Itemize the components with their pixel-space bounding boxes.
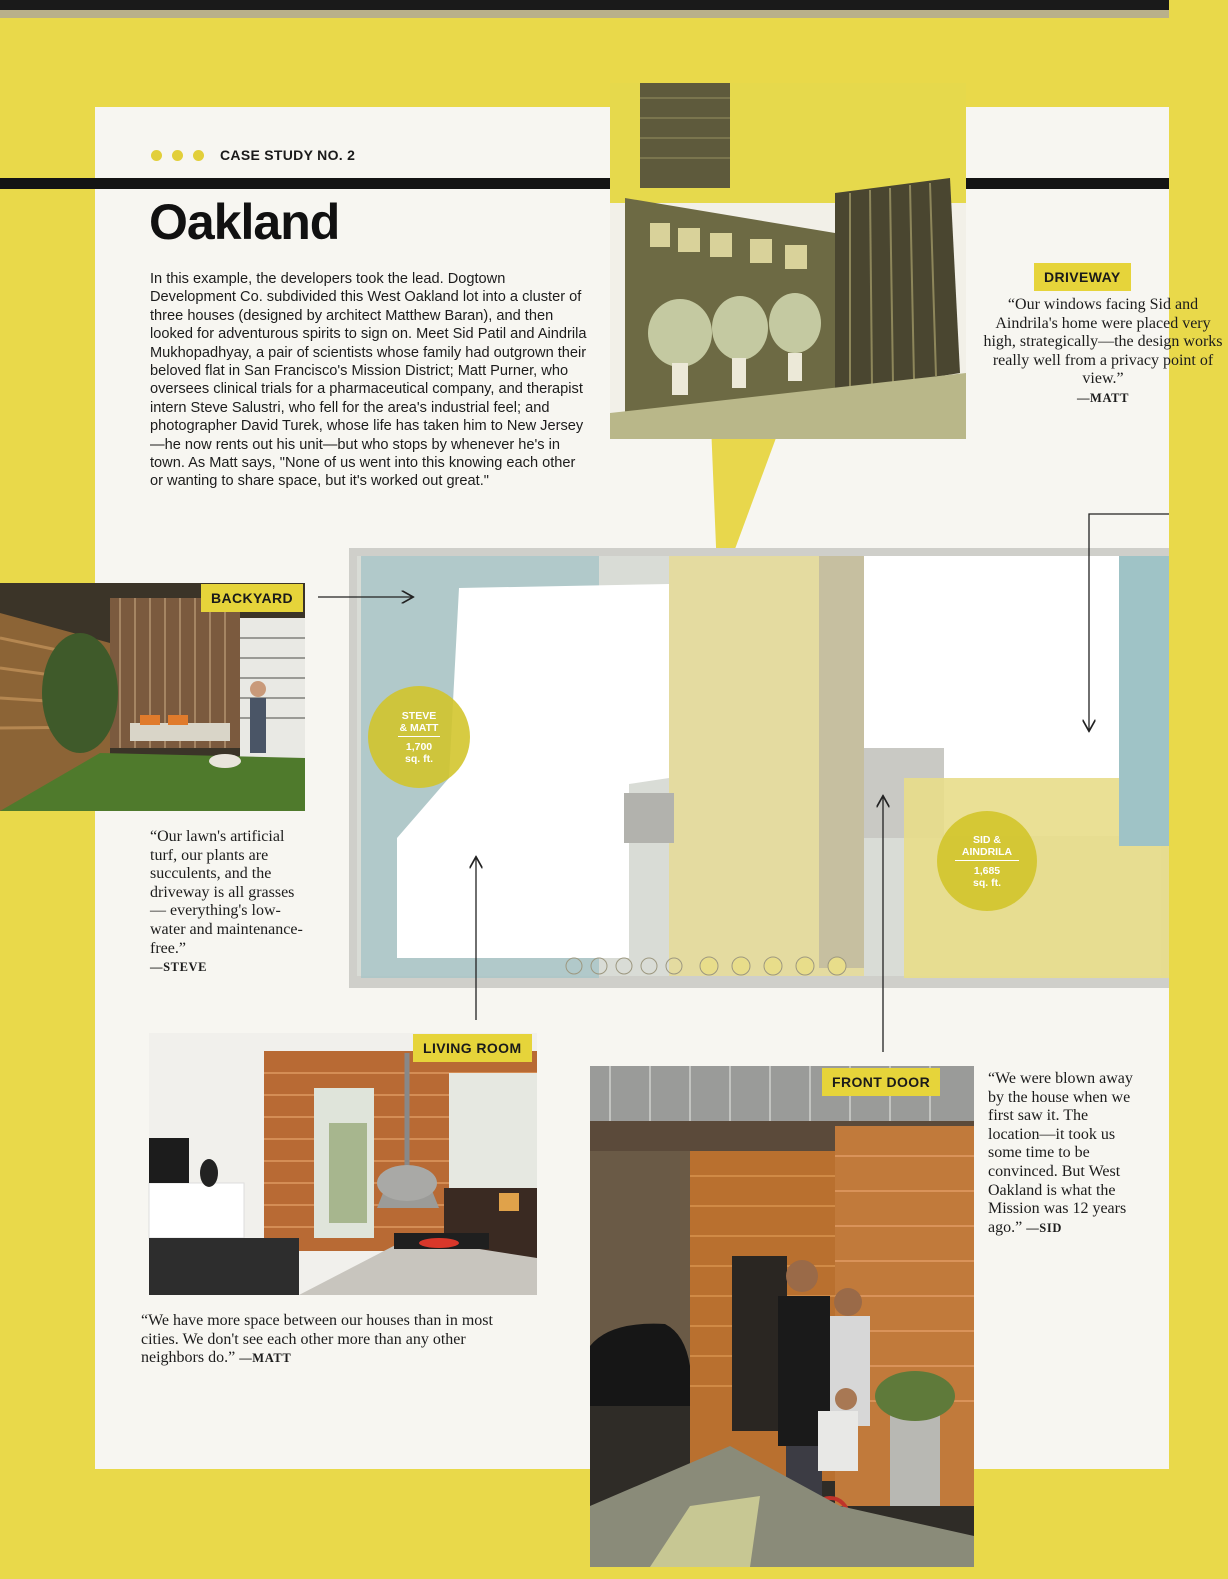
driveway-quote-text: “Our windows facing Sid and Aindrila's home were placed very high, strategically—the design works really well from a privacy point of view.” [983, 296, 1223, 388]
front-door-photo [590, 1066, 974, 1567]
living-room-quote-attribution: —MATT [239, 1351, 292, 1366]
unit-name: STEVE & MATT [398, 710, 440, 737]
unit-area: 1,685 [973, 864, 1001, 877]
unit-area-unit: sq. ft. [973, 876, 1001, 889]
page-title: Oakland [149, 194, 340, 250]
front-door-illustration [590, 1066, 974, 1567]
backyard-quote-text: “Our lawn's artificial turf, our plants are succulents, and the driveway is all grasses— everything's low-water and maintenance-free.” [150, 828, 303, 957]
unit-area: 1,700 [405, 740, 433, 753]
backyard-photo [0, 583, 305, 811]
driveway-label: DRIVEWAY [1034, 263, 1131, 291]
living-room-quote [141, 1312, 521, 1368]
kicker-label: CASE STUDY NO. 2 [220, 147, 356, 163]
driveway-arrow [1089, 514, 1169, 730]
intro-paragraph: In this example, the developers took the lead. Dogtown Development Co. subdivided this West Oakland lot into a cluster of three houses (designed by architect Matthew Baran), and then looked for adventurous spirits to sign on. Meet Sid Patil and Aindrila Mukhopadhyay, a pair of scientists whose family had outgrown their beloved flat in San Francisco's Mission District; Matt Purner, who oversees clinical trials for a pharmaceutical company, and therapist intern Steve Salustri, who fell for the area's industrial feel; and photographer David Turek, whose life has taken him to New Jersey—he now rents out his unit—but who stops by whenever he's in town. As Matt says, "None of us went into this knowing each other or wanting to share space, but it's worked out great." [150, 271, 587, 490]
front-door-quote-attribution: —SID [1026, 1220, 1062, 1235]
living-room-label: LIVING ROOM [413, 1034, 532, 1062]
front-door-quote [988, 1070, 1138, 1237]
living-room-photo [149, 1033, 537, 1295]
front-door-quote-text: “We were blown away by the house when we first saw it. The location—it took us some time to be convinced. But West Oakland is what the Mission was 12 years ago.” [988, 1070, 1133, 1236]
backyard-quote [150, 828, 310, 977]
driveway-quote-attribution: —MATT [1076, 390, 1130, 405]
backyard-illustration [0, 583, 305, 811]
front-door-label: FRONT DOOR [822, 1068, 940, 1096]
backyard-quote-attribution: —STEVE [150, 960, 208, 975]
living-room-illustration [149, 1033, 537, 1295]
living-room-quote-text: “We have more space between our houses than in most cities. We don't see each other more than any other neighbors do.” [141, 1312, 493, 1367]
unit-name: SID & AINDRILA [955, 834, 1019, 861]
unit-area-unit: sq. ft. [405, 752, 433, 765]
backyard-label: BACKYARD [201, 584, 303, 612]
